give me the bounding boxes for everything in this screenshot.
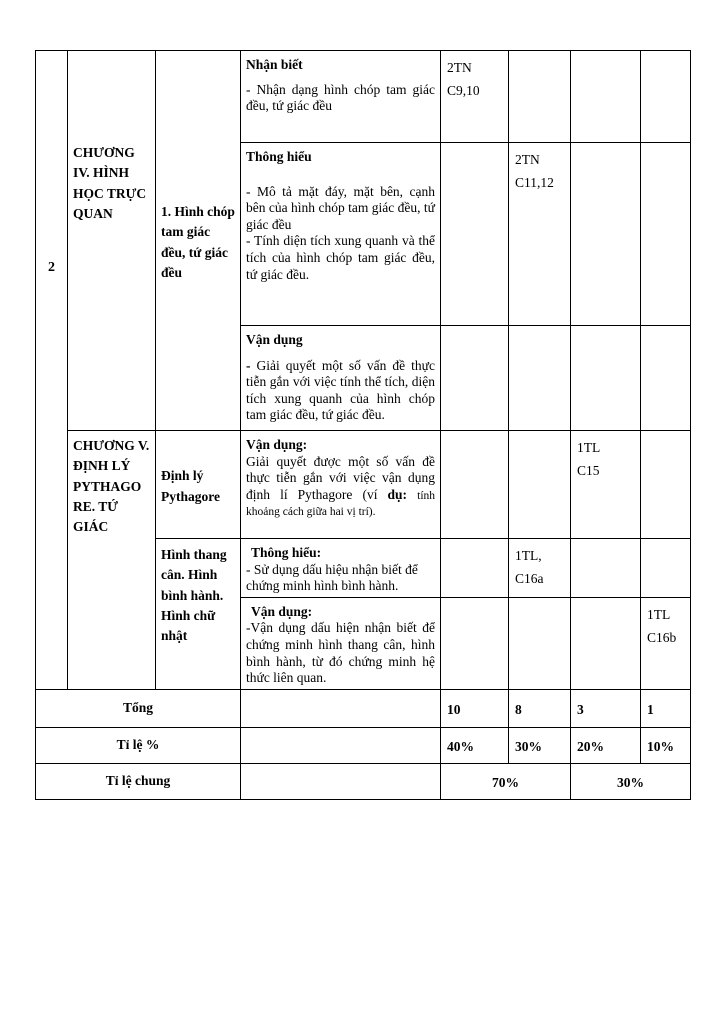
empty-cell [441, 597, 509, 689]
empty-cell [641, 431, 691, 539]
level-title-van-dung-pythagore: Vận dụng: [246, 437, 308, 452]
empty-cell [641, 326, 691, 431]
chapter-4-name-cell: CHƯƠNG IV. HÌNH HỌC TRỰC QUAN [68, 51, 156, 431]
question-count: 1TL, [515, 548, 542, 563]
level-desc-van-dung-pythagore [246, 454, 435, 520]
percentage-value-cell: 40% [441, 727, 509, 763]
empty-cell [441, 326, 509, 431]
percentage-row [36, 727, 691, 763]
chapter-5-name-cell: CHƯƠNG V. ĐỊNH LÝ PYTHAGORE. TỨ GIÁC [68, 431, 156, 690]
overall-percentage-row [36, 763, 691, 799]
overall-percentage-value-cell: 30% [571, 763, 691, 799]
total-value-cell: 10 [441, 689, 509, 727]
desc-note: tính khoảng cách giữa hai vị trí). [246, 489, 436, 519]
question-count: 1TL [647, 606, 671, 622]
empty-cell [241, 727, 441, 763]
thong-hieu-content-cell [241, 143, 441, 326]
level-desc-nhan-biet: - Nhận dạng hình chóp tam giác đều, tứ giác đều [246, 81, 435, 114]
question-items: C9,10 [447, 82, 480, 98]
level-title-thong-hieu: Thông hiểu [246, 149, 312, 164]
pythagore-van-dung-content-cell [241, 431, 441, 539]
exam-specification-table [35, 50, 691, 800]
level-desc-van-dung [246, 358, 435, 424]
empty-cell [509, 597, 571, 689]
empty-cell [241, 763, 441, 799]
question-items: C16b [647, 629, 677, 645]
table-row [36, 431, 691, 539]
total-value-cell: 3 [571, 689, 641, 727]
total-value-cell: 1 [641, 689, 691, 727]
overall-percentage-label-cell: Tỉ lệ chung [36, 763, 241, 799]
table-row [36, 51, 691, 143]
pythagore-question-cell [571, 431, 641, 539]
empty-cell [441, 143, 509, 326]
empty-cell [641, 539, 691, 598]
question-count: 2TN [515, 152, 540, 167]
thong-hieu-question-cell [509, 143, 571, 326]
empty-cell [441, 431, 509, 539]
pythagore-topic-cell: Định lý Pythagore [156, 431, 241, 539]
empty-cell [571, 326, 641, 431]
empty-cell [571, 539, 641, 598]
desc-text: Giải quyết một số vấn đề thực tiễn gắn với việc tính thể tích, diện tích xung quanh của hình chóp tam giác đều, tứ giác đều. [246, 357, 435, 423]
hinh-thang-thong-hieu-content-cell [241, 539, 441, 598]
level-title-van-dung-hinh-thang: Vận dụng: [251, 603, 313, 619]
question-count: 1TL [577, 440, 601, 455]
empty-cell [509, 326, 571, 431]
nhan-biet-question-cell [441, 51, 509, 143]
level-desc-van-dung-hinh-thang: -Vận dụng dấu hiện nhận biết để chứng minh hình thang cân, hình bình hành, từ đó chứng minh hệ thức liên quan. [246, 620, 435, 686]
total-label-cell: Tổng [36, 689, 241, 727]
empty-cell [509, 51, 571, 143]
empty-cell [241, 689, 441, 727]
level-title-van-dung: Vận dụng [246, 332, 303, 347]
percentage-label-cell: Tỉ lệ % [36, 727, 241, 763]
level-desc-thong-hieu-hinh-thang: - Sử dụng dấu hiệu nhận biết để chứng minh hình bình hành. [246, 561, 418, 594]
total-value-cell: 8 [509, 689, 571, 727]
question-items: C15 [577, 462, 600, 478]
empty-cell [441, 539, 509, 598]
hinh-thang-topic-cell: Hình thang cân. Hình bình hành. Hình chữ nhật [156, 539, 241, 690]
overall-percentage-value-cell: 70% [441, 763, 571, 799]
empty-cell [509, 431, 571, 539]
question-items: C16a [515, 570, 544, 586]
question-count: 2TN [447, 60, 472, 75]
nhan-biet-content-cell [241, 51, 441, 143]
hinh-thang-van-dung-question-cell [641, 597, 691, 689]
level-desc-thong-hieu-1: - Mô tả mặt đáy, mặt bên, cạnh bên của hình chóp tam giác đều, tứ giác đều [246, 183, 435, 232]
total-row [36, 689, 691, 727]
row-index-cell: 2 [36, 51, 68, 690]
desc-dash: - [246, 357, 251, 373]
empty-cell [571, 51, 641, 143]
chapter-4-topic-cell: 1. Hình chóp tam giác đều, tứ giác đều [156, 51, 241, 431]
hinh-thang-van-dung-content-cell [241, 597, 441, 689]
level-title-thong-hieu-hinh-thang: Thông hiểu: [251, 545, 322, 560]
hinh-thang-thong-hieu-question-cell [509, 539, 571, 598]
empty-cell [571, 143, 641, 326]
percentage-value-cell: 10% [641, 727, 691, 763]
empty-cell [641, 143, 691, 326]
percentage-value-cell: 20% [571, 727, 641, 763]
level-desc-thong-hieu-2: - Tính diện tích xung quanh và thể tích của hình chóp tam giác đều, tứ giác đều. [246, 233, 435, 282]
level-title-nhan-biet: Nhận biết [246, 57, 303, 72]
desc-text: Giải quyết được một số vấn đề thực tiễn gắn với việc vận dụng định lí Pythagore (ví [246, 453, 435, 502]
question-items: C11,12 [515, 174, 554, 190]
van-dung-content-cell [241, 326, 441, 431]
empty-cell [571, 597, 641, 689]
percentage-value-cell: 30% [509, 727, 571, 763]
desc-emphasis: dụ: [387, 486, 408, 502]
empty-cell [641, 51, 691, 143]
